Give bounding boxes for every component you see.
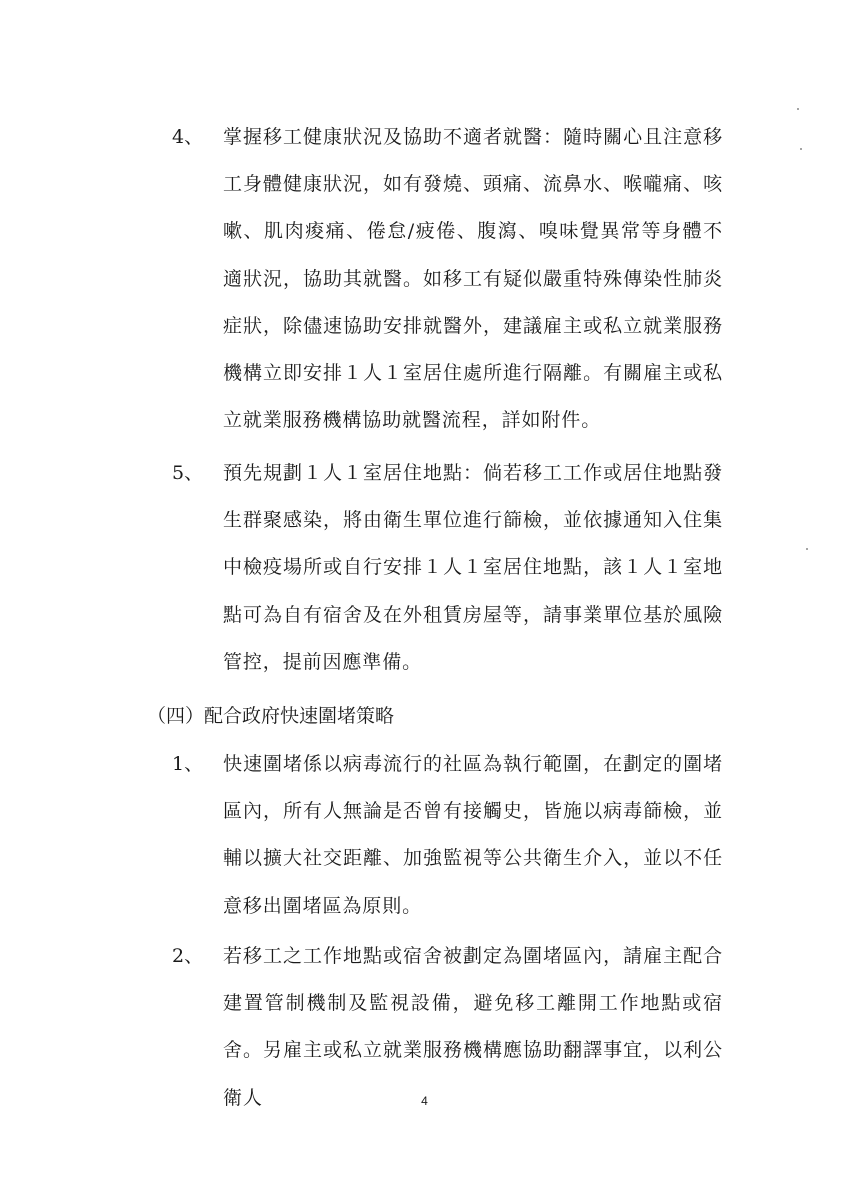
section-heading: （四）配合政府快速圍堵策略 xyxy=(147,705,395,727)
scan-speck xyxy=(797,108,799,110)
item-text: 預先規劃１人１室居住地點：倘若移工工作或居住地點發生群聚感染，將由衛生單位進行篩檢，並依據通知入住集中檢疫場所或自行安排１人１室居住地點，該１人１室地點可為自有宿舍及在外租賃房屋等，請事業單位基於風險管控，提前因應準備。 xyxy=(223,462,723,673)
scan-speck xyxy=(806,548,808,550)
item-text: 快速圍堵係以病毒流行的社區為執行範圍，在劃定的圍堵區內，所有人無論是否曾有接觸史，皆施以病毒篩檢，並輔以擴大社交距離、加強監視等公共衛生介入，並以不任意移出圍堵區為原則。 xyxy=(223,753,723,917)
item-text: 掌握移工健康狀況及協助不適者就醫：隨時關心且注意移工身體健康狀況，如有發燒、頭痛、流鼻水、喉嚨痛、咳嗽、肌肉痠痛、倦怠/疲倦、腹瀉、嗅味覺異常等身體不適狀況，協助其就醫。如移工有疑似嚴重特殊傳染性肺炎症狀，除儘速協助安排就醫外，建議雇主或私立就業服務機構立即安排１人１室居住處所進行隔離。有關雇主或私立就業服務機構協助就醫流程，詳如附件。 xyxy=(223,126,723,432)
item-number: 4、 xyxy=(172,126,204,148)
page-number: 4 xyxy=(421,1094,428,1108)
scan-speck xyxy=(800,148,802,150)
item-number: 2、 xyxy=(172,945,204,967)
item-number: 1、 xyxy=(172,753,204,775)
item-number: 5、 xyxy=(172,462,204,484)
item-text: 若移工之工作地點或宿舍被劃定為圍堵區內，請雇主配合建置管制機制及監視設備，避免移工離開工作地點或宿舍。另雇主或私立就業服務機構應協助翻譯事宜，以利公衛人 xyxy=(223,945,723,1109)
